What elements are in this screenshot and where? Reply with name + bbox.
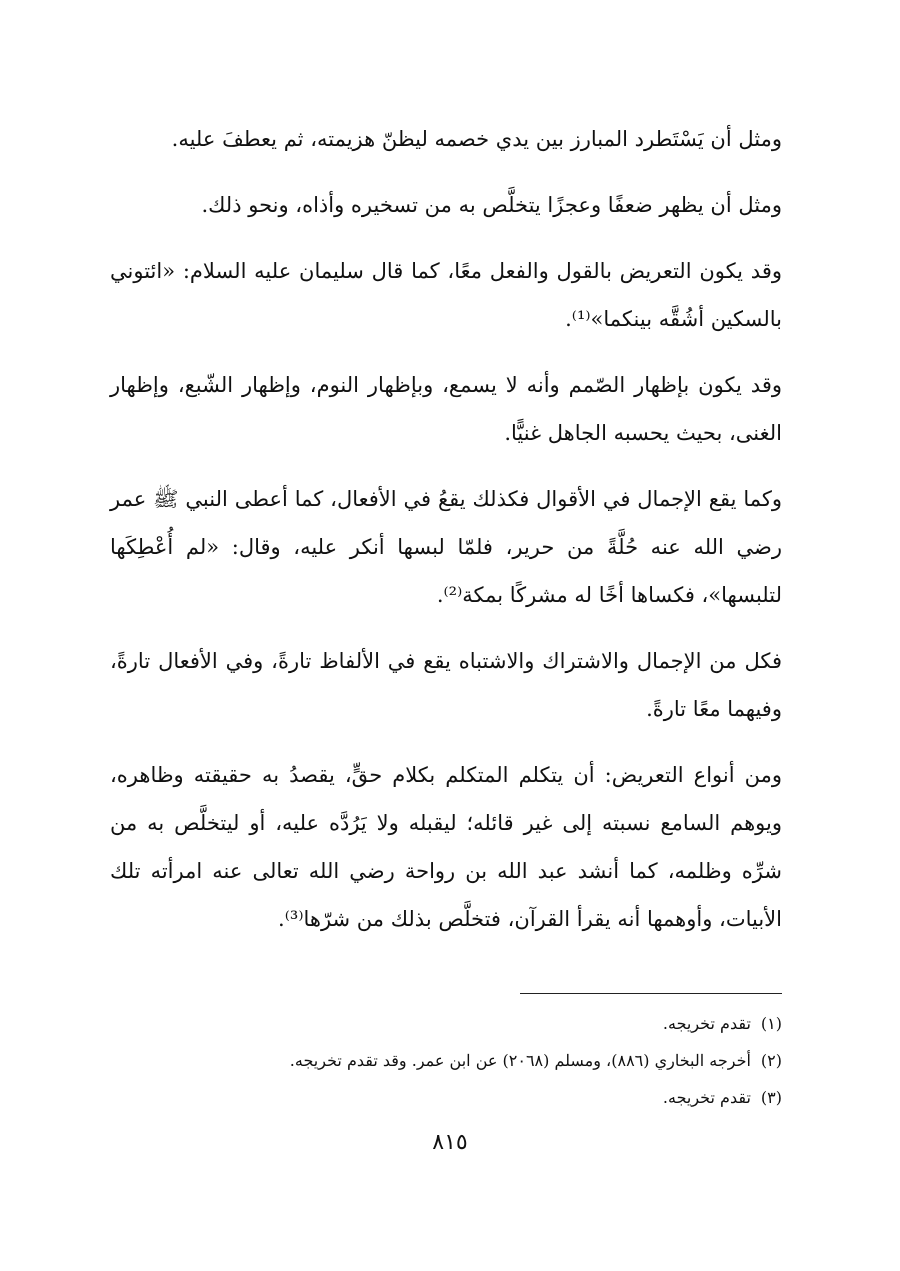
paragraph-7: ومن أنواع التعريض: أن يتكلم المتكلم بكلام حقٍّ، يقصدُ به حقيقته وظاهره، ويوهم السامع نسبته إلى غير قائله؛ ليقبله ولا يَرُدَّه عليه، أو ليتخلَّص به من شرِّه وظلمه، كما أنشد عبد الله بن رواحة رضي الله تعالى عنه امرأته تلك الأبيات، وأوهمها أنه يقرأ القرآن، فتخلَّص بذلك من شرّها⁽³⁾. [110,763,782,931]
footnote-number: (١) [760,1014,782,1033]
paragraph-3: وقد يكون التعريض بالقول والفعل معًا، كما قال سليمان عليه السلام: «ائتوني بالسكين أشُقَّه بينكما»⁽¹⁾. [110,259,782,331]
footnote-text: أخرجه البخاري (٨٨٦)، ومسلم (٢٠٦٨) عن ابن عمر. وقد تقدم تخريجه. [289,1051,751,1070]
footnote-text: تقدم تخريجه. [662,1014,751,1033]
paragraph-5: وكما يقع الإجمال في الأقوال فكذلك يقعُ في الأفعال، كما أعطى النبي ﷺ عمر رضي الله عنه حُلَّةً من حرير، فلمّا لبسها أنكر عليه، وقال: «لم أُعْطِكَها لتلبسها»، فكساها أخًا له مشركًا بمكة⁽²⁾. [110,487,783,607]
footnote-number: (٢) [760,1051,782,1070]
footnotes [110,1005,782,1116]
footnote-2 [110,1042,782,1079]
footnote-divider [520,993,782,994]
footnote-number: (٣) [760,1088,782,1107]
paragraph-6: فكل من الإجمال والاشتراك والاشتباه يقع في الألفاظ تارةً، وفي الأفعال تارةً، وفيهما معًا تارةً. [110,649,782,721]
paragraph-1: ومثل أن يَسْتَطرد المبارز بين يدي خصمه ليظنّ هزيمته، ثم يعطفَ عليه. [171,127,782,151]
main-text [110,115,782,943]
paragraph-2: ومثل أن يظهر ضعفًا وعجزًا يتخلَّص به من تسخيره وأذاه، ونحو ذلك. [201,193,782,217]
page-number: ٨١٥ [432,1130,468,1155]
footnote-3 [110,1079,782,1116]
paragraph-4: وقد يكون بإظهار الصّمم وأنه لا يسمع، وبإظهار النوم، وإظهار الشّبع، وإظهار الغنى، بحيث يحسبه الجاهل غنيًّا. [110,373,782,445]
footnote-text: تقدم تخريجه. [662,1088,751,1107]
footnote-1 [110,1005,782,1042]
